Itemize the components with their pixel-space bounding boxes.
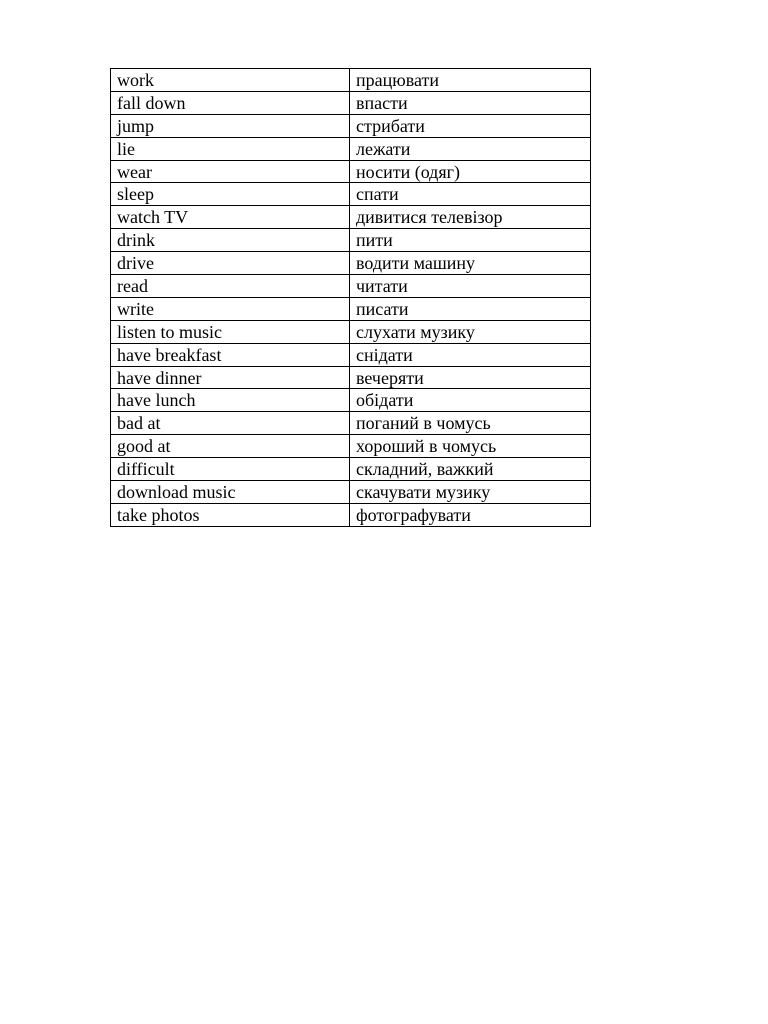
english-word: good at <box>111 435 350 458</box>
english-word: fall down <box>111 91 350 114</box>
ukrainian-translation: водити машину <box>350 252 591 275</box>
english-word: work <box>111 69 350 92</box>
table-row <box>111 183 591 206</box>
ukrainian-translation: впасти <box>350 91 591 114</box>
table-row <box>111 503 591 526</box>
english-word: listen to music <box>111 320 350 343</box>
english-word: drive <box>111 252 350 275</box>
ukrainian-translation: стрибати <box>350 114 591 137</box>
ukrainian-translation: дивитися телевізор <box>350 206 591 229</box>
vocabulary-table-body <box>111 69 591 527</box>
ukrainian-translation: писати <box>350 297 591 320</box>
english-word: bad at <box>111 412 350 435</box>
table-row <box>111 343 591 366</box>
table-row <box>111 206 591 229</box>
english-word: drink <box>111 229 350 252</box>
english-word: take photos <box>111 503 350 526</box>
english-word: write <box>111 297 350 320</box>
table-row <box>111 412 591 435</box>
table-row <box>111 297 591 320</box>
english-word: jump <box>111 114 350 137</box>
ukrainian-translation: працювати <box>350 69 591 92</box>
ukrainian-translation: пити <box>350 229 591 252</box>
table-row <box>111 91 591 114</box>
ukrainian-translation: складний, важкий <box>350 458 591 481</box>
english-word: have breakfast <box>111 343 350 366</box>
english-word: wear <box>111 160 350 183</box>
english-word: sleep <box>111 183 350 206</box>
ukrainian-translation: лежати <box>350 137 591 160</box>
ukrainian-translation: поганий в чомусь <box>350 412 591 435</box>
english-word: download music <box>111 481 350 504</box>
english-word: have dinner <box>111 366 350 389</box>
ukrainian-translation: носити (одяг) <box>350 160 591 183</box>
table-row <box>111 137 591 160</box>
ukrainian-translation: читати <box>350 275 591 298</box>
table-row <box>111 252 591 275</box>
table-row <box>111 458 591 481</box>
table-row <box>111 366 591 389</box>
table-row <box>111 160 591 183</box>
table-row <box>111 114 591 137</box>
ukrainian-translation: слухати музику <box>350 320 591 343</box>
table-row <box>111 320 591 343</box>
table-row <box>111 275 591 298</box>
vocabulary-table <box>110 68 591 527</box>
ukrainian-translation: снідати <box>350 343 591 366</box>
ukrainian-translation: скачувати музику <box>350 481 591 504</box>
ukrainian-translation: фотографувати <box>350 503 591 526</box>
table-row <box>111 229 591 252</box>
table-row <box>111 481 591 504</box>
english-word: lie <box>111 137 350 160</box>
english-word: watch TV <box>111 206 350 229</box>
ukrainian-translation: обідати <box>350 389 591 412</box>
table-row <box>111 69 591 92</box>
ukrainian-translation: хороший в чомусь <box>350 435 591 458</box>
table-row <box>111 435 591 458</box>
ukrainian-translation: спати <box>350 183 591 206</box>
ukrainian-translation: вечеряти <box>350 366 591 389</box>
english-word: read <box>111 275 350 298</box>
english-word: difficult <box>111 458 350 481</box>
english-word: have lunch <box>111 389 350 412</box>
table-row <box>111 389 591 412</box>
